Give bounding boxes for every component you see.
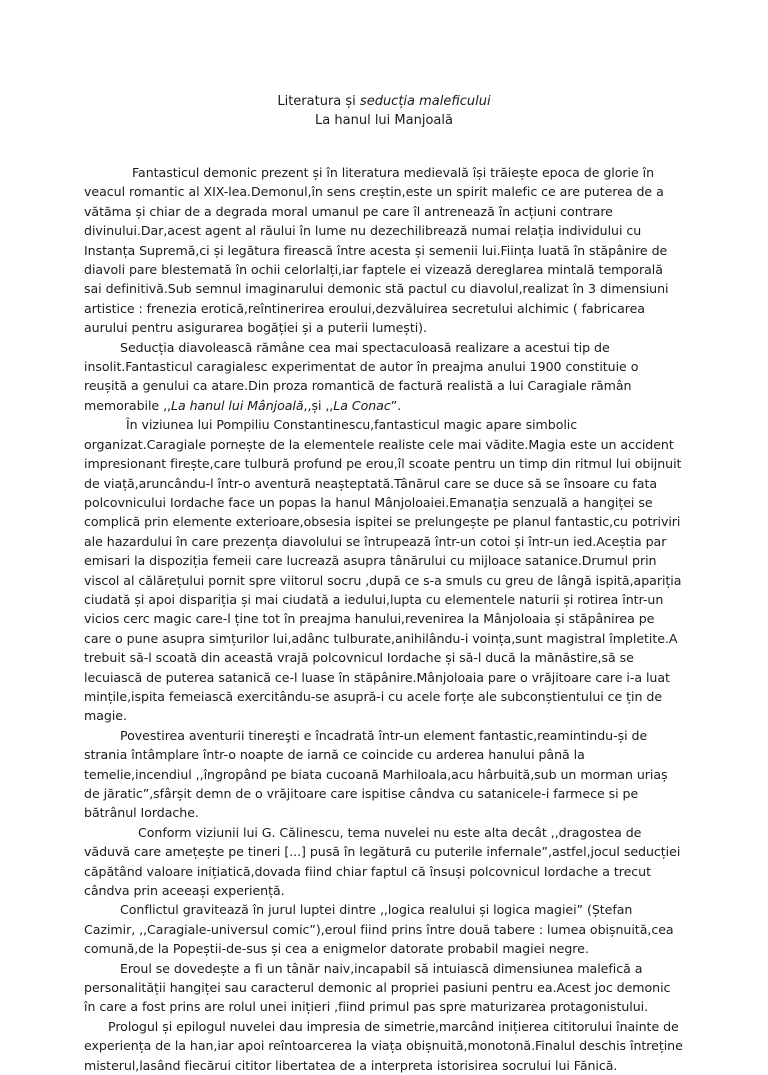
paragraph-2-italic-1: La hanul lui Mânjoală (170, 397, 304, 413)
paragraph-2-main: Seducția diavolească rămâne cea mai spectaculoasă realizare a acestui tip de insolit.Fantasticul caragialesc experimentat de autor în preajma anului 1900 constituie o reușită a genului ca atare.Din proza romantică de factură realistă a lui Caragiale rămân memorabile ,, (84, 339, 639, 413)
paragraph-8: Prologul și epilogul nuvelei dau impresia de simetrie,marcând inițierea cititorului înainte de experiența de la han,iar apoi reîntoarcerea la viața obișnuită,monotonă.Finalul deschis întreține misterul,lasând fiecărui cititor libertatea de a interpreta istorisirea socrului lui Fănică. (84, 1018, 683, 1073)
paragraph-2-end: ”. (390, 397, 402, 413)
document-subtitle: La hanul lui Manjoală (315, 113, 453, 128)
paragraph-1: Fantasticul demonic prezent și în literatura medievală își trăiește epoca de glorie în veacul romantic al XIX-lea.Demonul,în sens creștin,este un spirit malefic ce are puterea de a vătăma și chiar de a degrada moral umanul pe care îl antrenează în acțiuni contrare divinului.Dar,acest agent al răului în lume nu dezechilibrează numai relația individului cu Instanța Supremă,ci și legătura firească între acesta și semenii lui.Ființa luată în stăpânire de diavoli pare blestemată în ochii celorlalți,iar faptele ei vizează dereglarea mintală temporală sai definitivă.Sub semnul imaginarului demonic stă pactul cu diavolul,realizat în 3 dimensiuni artistice : frenezia erotică,reîntinerirea eroului,dezvăluirea secretului alchimic ( fabricarea aurului pentru asigurarea bogăției și a puterii lumești). (84, 165, 669, 336)
paragraph-3: În viziunea lui Pompiliu Constantinescu,fantasticul magic apare simbolic organizat.Caragiale pornește de la elementele realiste cele mai vădite.Magia este un accident impresionant firește,care tulbură profund pe erou,îl scoate pentru un timp din ritmul lui obijnuit de viață,aruncându-l într-o aventură neașteptată.Tânărul care se duce să se însoare cu fata polcovnicului Iordache face un popas la hanul Mânjoloaiei.Emanația senzuală a hangiței se complică prin elemente exterioare,obsesia ispitei se prelungește pe planul fantastic,cu potriviri ale hazardului în care prezența diavolului se întrupează într-un cotoi și într-un ied.Aceștia par emisari la dispoziția femeii care lucrează asupra tânărului cu mijloace satanice.Drumul prin viscol al călărețului pornit spre viitorul socru ,după ce s-a smuls cu greu de lângă ispită,apariția ciudată și apoi dispariția și mai ciudată a iedului,lupta cu elementele naturii și rotirea într-un vicios cerc magic care-l ține tot în preajma hanului,revenirea la Mânjoloaia și stăpânirea pe care o pune asupra simțurilor lui,adânc tulburate,anihilându-i voința,sunt magistral împletite.A trebuit să-l scoată din această vrajă polcovnicul Iordache și să-l ducă la mănăstire,să se lecuiască de puterea satanică ce-l luase în stăpânire.Mânjoloaia pare o vrăjitoare care i-a luat mințile,ispita femeiască exercitându-se asupră-i cu acele forțe ale subconștientului ce țin de magie. (84, 417, 682, 724)
paragraph-2 (84, 338, 684, 416)
title-block (0, 92, 768, 130)
paragraph-2-mid: ,,și ,, (303, 397, 334, 413)
paragraph-7: Eroul se dovedește a fi un tânăr naiv,incapabil să intuiască dimensiunea malefică a personalității hangiței sau caracterul demonic al propriei pasiuni pentru ea.Acest joc demonic în care a fost prins are rolul unei inițieri ,fiind primul pas spre maturizarea protagonistului. (84, 960, 671, 1015)
title-italic: seducția maleficului (359, 94, 491, 109)
document-body (84, 163, 684, 1075)
paragraph-2-italic-2: La Conac (333, 397, 391, 413)
paragraph-5: Conform viziunii lui G. Călinescu, tema nuvelei nu este alta decât ,,dragostea de văduvă care amețește pe tineri [...] pusă în legătură cu puterile infernale”,astfel,jocul seducției căpătând valoare inițiatică,dovada fiind chiar faptul că însuși polcovnicul Iordache a trecut cândva prin aceeași experiență. (84, 824, 681, 899)
paragraph-4: Povestirea aventurii tinereşti e încadrată într-un element fantastic,reamintindu-și de strania întâmplare într-o noapte de iarnă ce coincide cu arderea hanului până la temelie,incendiul ,,îngropând pe biata cucoană Marhiloala,acu hârbuită,sub un morman uriaș de jăratic”,sfârșit demn de o vrăjitoare care ispitise cândva cu satanicele-i farmece si pe bătrânul Iordache. (84, 727, 668, 821)
document-title (0, 92, 768, 111)
paragraph-6: Conflictul gravitează în jurul luptei dintre ,,logica realului și logica magiei” (Ștefan Cazimir, ,,Caragiale-universul comic”),eroul fiind prins între două tabere : lumea obișnuită,cea comună,de la Popeștii-de-sus și cea a enigmelor datorate probabil magiei negre. (84, 902, 674, 957)
title-prefix: Literatura și (277, 94, 360, 109)
